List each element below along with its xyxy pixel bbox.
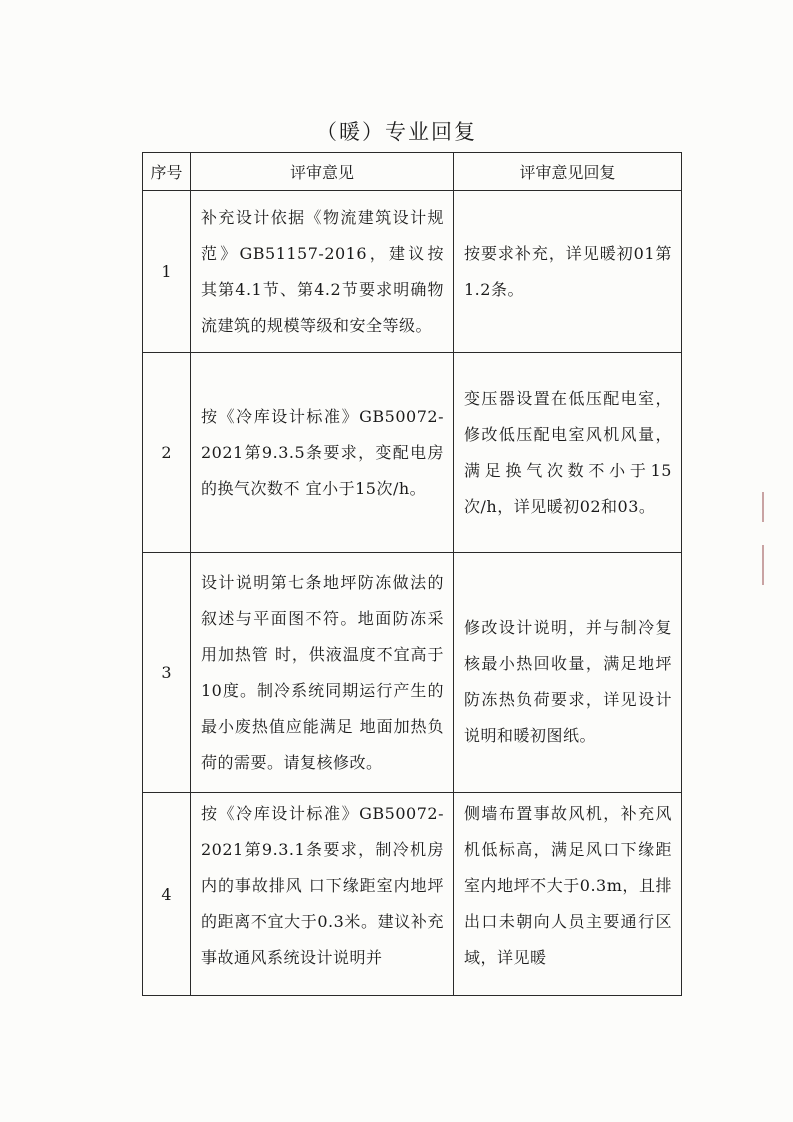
comment-text: 按《冷库设计标准》GB50072-2021第9.3.5条要求，变配电房的换气次数不 宜小于15次/h。 [201, 406, 444, 498]
review-reply [454, 191, 682, 353]
reply-text: 变压器设置在低压配电室，修改低压配电室风机风量，满足换气次数不小于15次/h，详见暖初02和03。 [464, 388, 672, 516]
row-number: 2 [143, 353, 191, 553]
table-row [143, 553, 682, 793]
comment-text: 按《冷库设计标准》GB50072-2021第9.3.1条要求，制冷机房内的事故排风 口下缘距室内地坪的距离不宜大于0.3米。建议补充事故通风系统设计说明并 [201, 804, 444, 967]
header-no: 序号 [143, 153, 191, 191]
review-comment [191, 793, 454, 996]
header-comment: 评审意见 [191, 153, 454, 191]
header-reply: 评审意见回复 [454, 153, 682, 191]
page-title: （暖）专业回复 [316, 120, 477, 144]
reply-text: 修改设计说明，并与制冷复核最小热回收量，满足地坪防冻热负荷要求，详见设计说明和暖初图纸。 [464, 617, 672, 745]
review-comment [191, 553, 454, 793]
reply-text: 按要求补充，详见暖初01第1.2条。 [464, 243, 672, 299]
row-number: 1 [143, 191, 191, 353]
review-table [142, 152, 682, 996]
review-reply [454, 553, 682, 793]
row-number: 3 [143, 553, 191, 793]
comment-text: 设计说明第七条地坪防冻做法的叙述与平面图不符。地面防冻采用加热管 时，供液温度不宜高于10度。制冷系统同期运行产生的最小废热值应能满足 地面加热负荷的需要。请复核修改。 [201, 572, 444, 772]
scan-edge-mark [762, 545, 764, 585]
row-number: 4 [143, 793, 191, 996]
reply-text: 侧墙布置事故风机，补充风机低标高，满足风口下缘距室内地坪不大于0.3m，且排出口未朝向人员主要通行区域，详见暖 [464, 804, 672, 967]
review-reply [454, 793, 682, 996]
comment-text: 补充设计依据《物流建筑设计规范》GB51157-2016，建议按其第4.1节、第4.2节要求明确物流建筑的规模等级和安全等级。 [201, 207, 444, 335]
table-header-row [143, 153, 682, 191]
review-comment [191, 191, 454, 353]
scan-edge-mark [762, 492, 764, 522]
table-row [143, 191, 682, 353]
table-row [143, 353, 682, 553]
review-comment [191, 353, 454, 553]
review-reply [454, 353, 682, 553]
table-row [143, 793, 682, 996]
